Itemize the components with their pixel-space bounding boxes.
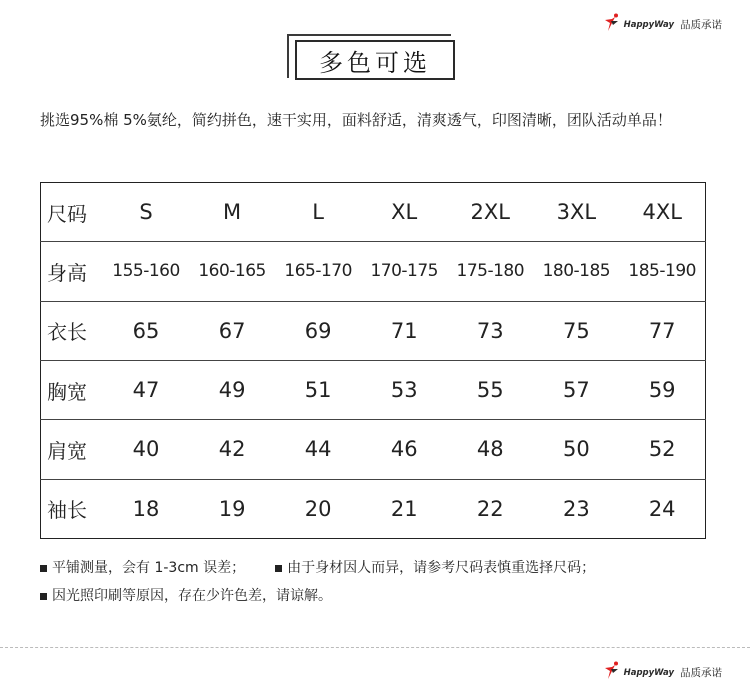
table-cell: 155-160 (103, 242, 189, 301)
table-cell: 185-190 (619, 242, 705, 301)
table-cell: 22 (476, 496, 504, 521)
note-item (40, 554, 245, 582)
table-cell: 69 (275, 301, 361, 360)
table-cell: 46 (361, 420, 447, 479)
brand-name: HappyWay (623, 20, 674, 30)
row-label: 身高 (41, 242, 104, 301)
table-cell: 42 (189, 420, 275, 479)
size-header: S (103, 183, 189, 242)
row-label: 袖长 (47, 498, 87, 523)
table-row-height (41, 242, 706, 301)
table-cell: 59 (619, 360, 705, 419)
table-cell: 50 (533, 420, 619, 479)
brand-name: HappyWay (623, 668, 674, 678)
table-cell: 77 (619, 301, 705, 360)
table-cell: 47 (103, 360, 189, 419)
table-cell: 71 (361, 301, 447, 360)
note-text: 由于身材因人而异，请参考尺码表慎重选择尺码； (287, 560, 596, 576)
size-header: XL (361, 183, 447, 242)
product-description: 挑选95%棉 5%氨纶，简约拼色，速干实用，面料舒适，清爽透气，印图清晰，团队活动单品！ (40, 111, 672, 129)
square-bullet-icon (40, 565, 47, 572)
row-label: 衣长 (41, 301, 104, 360)
table-cell: 55 (447, 360, 533, 419)
brand-logo-bottom (603, 660, 722, 680)
note-text: 平铺测量，会有 1-3cm 误差； (52, 560, 246, 576)
table-cell: 19 (218, 496, 246, 521)
table-cell: 48 (447, 420, 533, 479)
runner-star-logo-icon (603, 12, 623, 32)
note-item (40, 582, 332, 610)
title-block (287, 34, 457, 80)
table-cell: 170-175 (361, 242, 447, 301)
dashed-divider (0, 647, 750, 648)
table-cell: 44 (275, 420, 361, 479)
table-row-sleeve (41, 479, 706, 538)
table-row-shoulder (41, 420, 706, 479)
note-item (275, 554, 595, 582)
table-cell: 49 (189, 360, 275, 419)
table-cell: 52 (619, 420, 705, 479)
header-label: 尺码 (41, 183, 104, 242)
table-cell: 51 (275, 360, 361, 419)
table-cell: 40 (103, 420, 189, 479)
table-cell: 180-185 (533, 242, 619, 301)
runner-star-logo-icon (603, 660, 623, 680)
brand-slogan: 品质承诺 (680, 666, 722, 679)
page-title: 多色可选 (295, 40, 455, 80)
size-header: 4XL (619, 183, 705, 242)
table-cell: 57 (533, 360, 619, 419)
table-row-length (41, 301, 706, 360)
table-cell: 53 (361, 360, 447, 419)
table-cell: 160-165 (189, 242, 275, 301)
table-header-row (41, 183, 706, 242)
table-cell: 73 (447, 301, 533, 360)
table-cell: 23 (562, 496, 590, 521)
size-header: 2XL (447, 183, 533, 242)
table-cell: 21 (390, 496, 418, 521)
brand-logo (603, 12, 722, 32)
table-cell: 165-170 (275, 242, 361, 301)
notes-line (40, 582, 740, 610)
table-cell: 20 (304, 496, 332, 521)
note-text: 因光照印刷等原因，存在少许色差，请谅解。 (52, 588, 332, 604)
notes-block (40, 554, 740, 610)
table-cell: 18 (132, 496, 160, 521)
size-header: 3XL (533, 183, 619, 242)
square-bullet-icon (275, 565, 282, 572)
table-cell: 65 (103, 301, 189, 360)
row-label: 肩宽 (41, 420, 104, 479)
table-cell: 175-180 (447, 242, 533, 301)
notes-line (40, 554, 740, 582)
size-header: L (275, 183, 361, 242)
row-label: 胸宽 (41, 360, 104, 419)
size-header: M (189, 183, 275, 242)
size-chart-table (40, 182, 706, 539)
table-cell: 75 (533, 301, 619, 360)
square-bullet-icon (40, 593, 47, 600)
table-cell: 24 (648, 496, 676, 521)
table-cell: 67 (189, 301, 275, 360)
brand-slogan: 品质承诺 (680, 18, 722, 31)
table-row-chest (41, 360, 706, 419)
title-frame-decoration-left (287, 34, 289, 78)
